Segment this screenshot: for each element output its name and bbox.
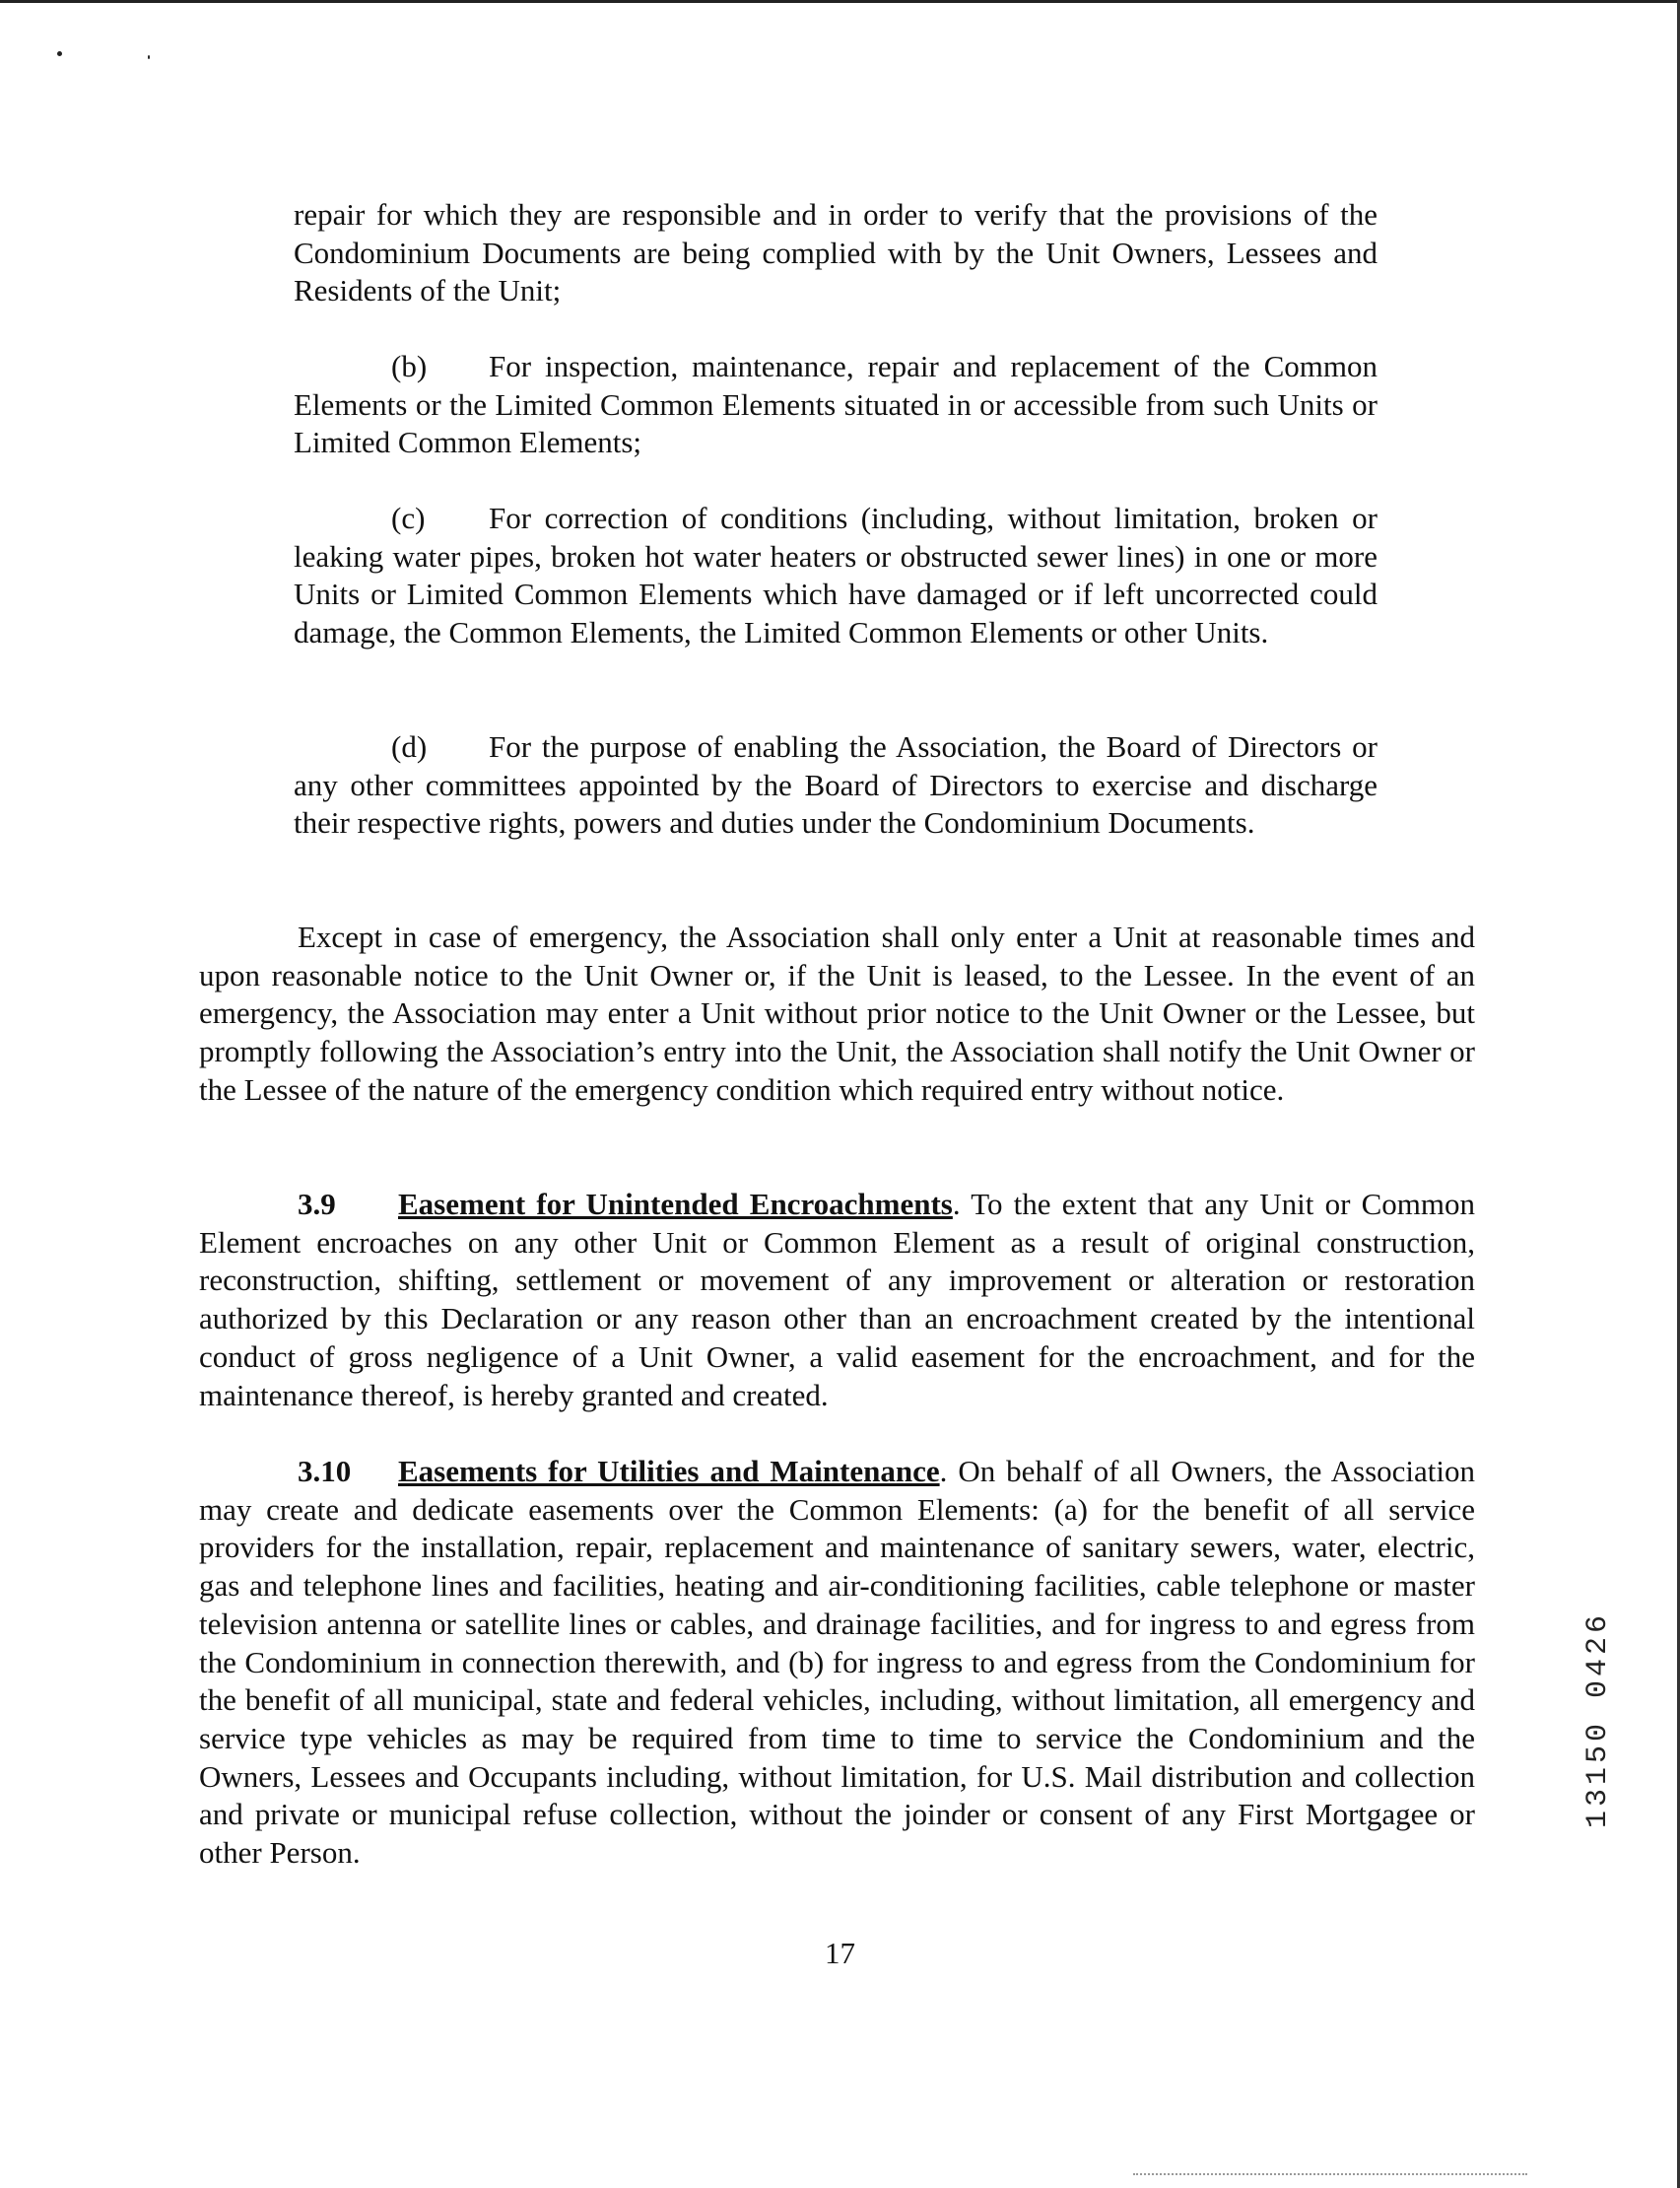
list-label-b: (b): [391, 349, 428, 383]
list-item-c: (c) For correction of conditions (including, without limitation, broken or leaking water pipes, broken hot water heaters or obstructed sewer lines) in one or more Units or Limited Common Elements which have damaged or if left uncorrected could damage, the Common Elements, the Limited Common Elements or other Units.: [294, 501, 1378, 650]
section-number: 3.9: [298, 1187, 336, 1221]
section-title: Easement for Unintended Encroachments: [398, 1187, 953, 1221]
list-item-d: (d) For the purpose of enabling the Association, the Board of Directors or any other committees appointed by the Board of Directors to exercise and discharge their respective rights, powers and duties under the Condominium Documents.: [294, 729, 1378, 841]
emergency-paragraph: Except in case of emergency, the Association shall only enter a Unit at reasonable times and upon reasonable notice to the Unit Owner or, if the Unit is leased, to the Lessee. In the event of an emergency, the Association may enter a Unit without prior notice to the Unit Owner or the Lessee, but promptly following the Association’s entry into the Unit, the Association shall notify the Unit Owner or the Lessee of the nature of the emergency condition which required entry without notice.: [199, 920, 1475, 1107]
scan-artifact: [1133, 2173, 1527, 2177]
section-3-9: 3.9 Easement for Unintended Encroachments. To the extent that any Unit or Common Element encroaches on any other Unit or Common Element as a result of original construction, reconstruction, shifting, settlement or movement of any improvement or alteration or restoration authorized by this Declaration or any reason other than an encroachment created by the intentional conduct of gross negligence of a Unit Owner, a valid easement for the encroachment, and for the maintenance thereof, is hereby granted and created.: [199, 1187, 1475, 1412]
list-item-b: (b) For inspection, maintenance, repair and replacement of the Common Elements or the Limited Common Elements situated in or accessible from such Units or Limited Common Elements;: [294, 349, 1378, 460]
margin-recording-stamp: 13150 0426: [1581, 1610, 1615, 1829]
page-number: 17: [825, 1936, 855, 1970]
list-label-c: (c): [391, 501, 426, 535]
scan-speck: [57, 51, 62, 56]
section-title: Easements for Utilities and Maintenance: [398, 1454, 940, 1488]
scan-speck: [148, 55, 150, 59]
list-label-d: (d): [391, 729, 428, 764]
section-3-10: 3.10 Easements for Utilities and Maintenance. On behalf of all Owners, the Association may create and dedicate easements over the Common Elements: (a) for the benefit of all service providers for the installation, repair, replacement and maintenance of sanitary sewers, water, electric, gas and telephone lines and facilities, heating and air-conditioning facilities, cable telephone or master television antenna or satellite lines or cables, and drainage facilities, and for ingress to and egress from the Condominium in connection therewith, and (b) for ingress to and egress from the Condominium for the benefit of all municipal, state and federal vehicles, including, without limitation, all emergency and service type vehicles as may be required from time to time to service the Condominium and the Owners, Lessees and Occupants including, without limitation, for U.S. Mail distribution and collection and private or municipal refuse collection, without the joinder or consent of any First Mortgagee or other Person.: [199, 1454, 1476, 1871]
scan-border-top: [0, 0, 1680, 3]
continuation-paragraph: repair for which they are responsible and in order to verify that the provisions of the Condominium Documents are being complied with by the Unit Owners, Lessees and Residents of the Unit;: [294, 197, 1378, 308]
section-number: 3.10: [298, 1454, 352, 1488]
